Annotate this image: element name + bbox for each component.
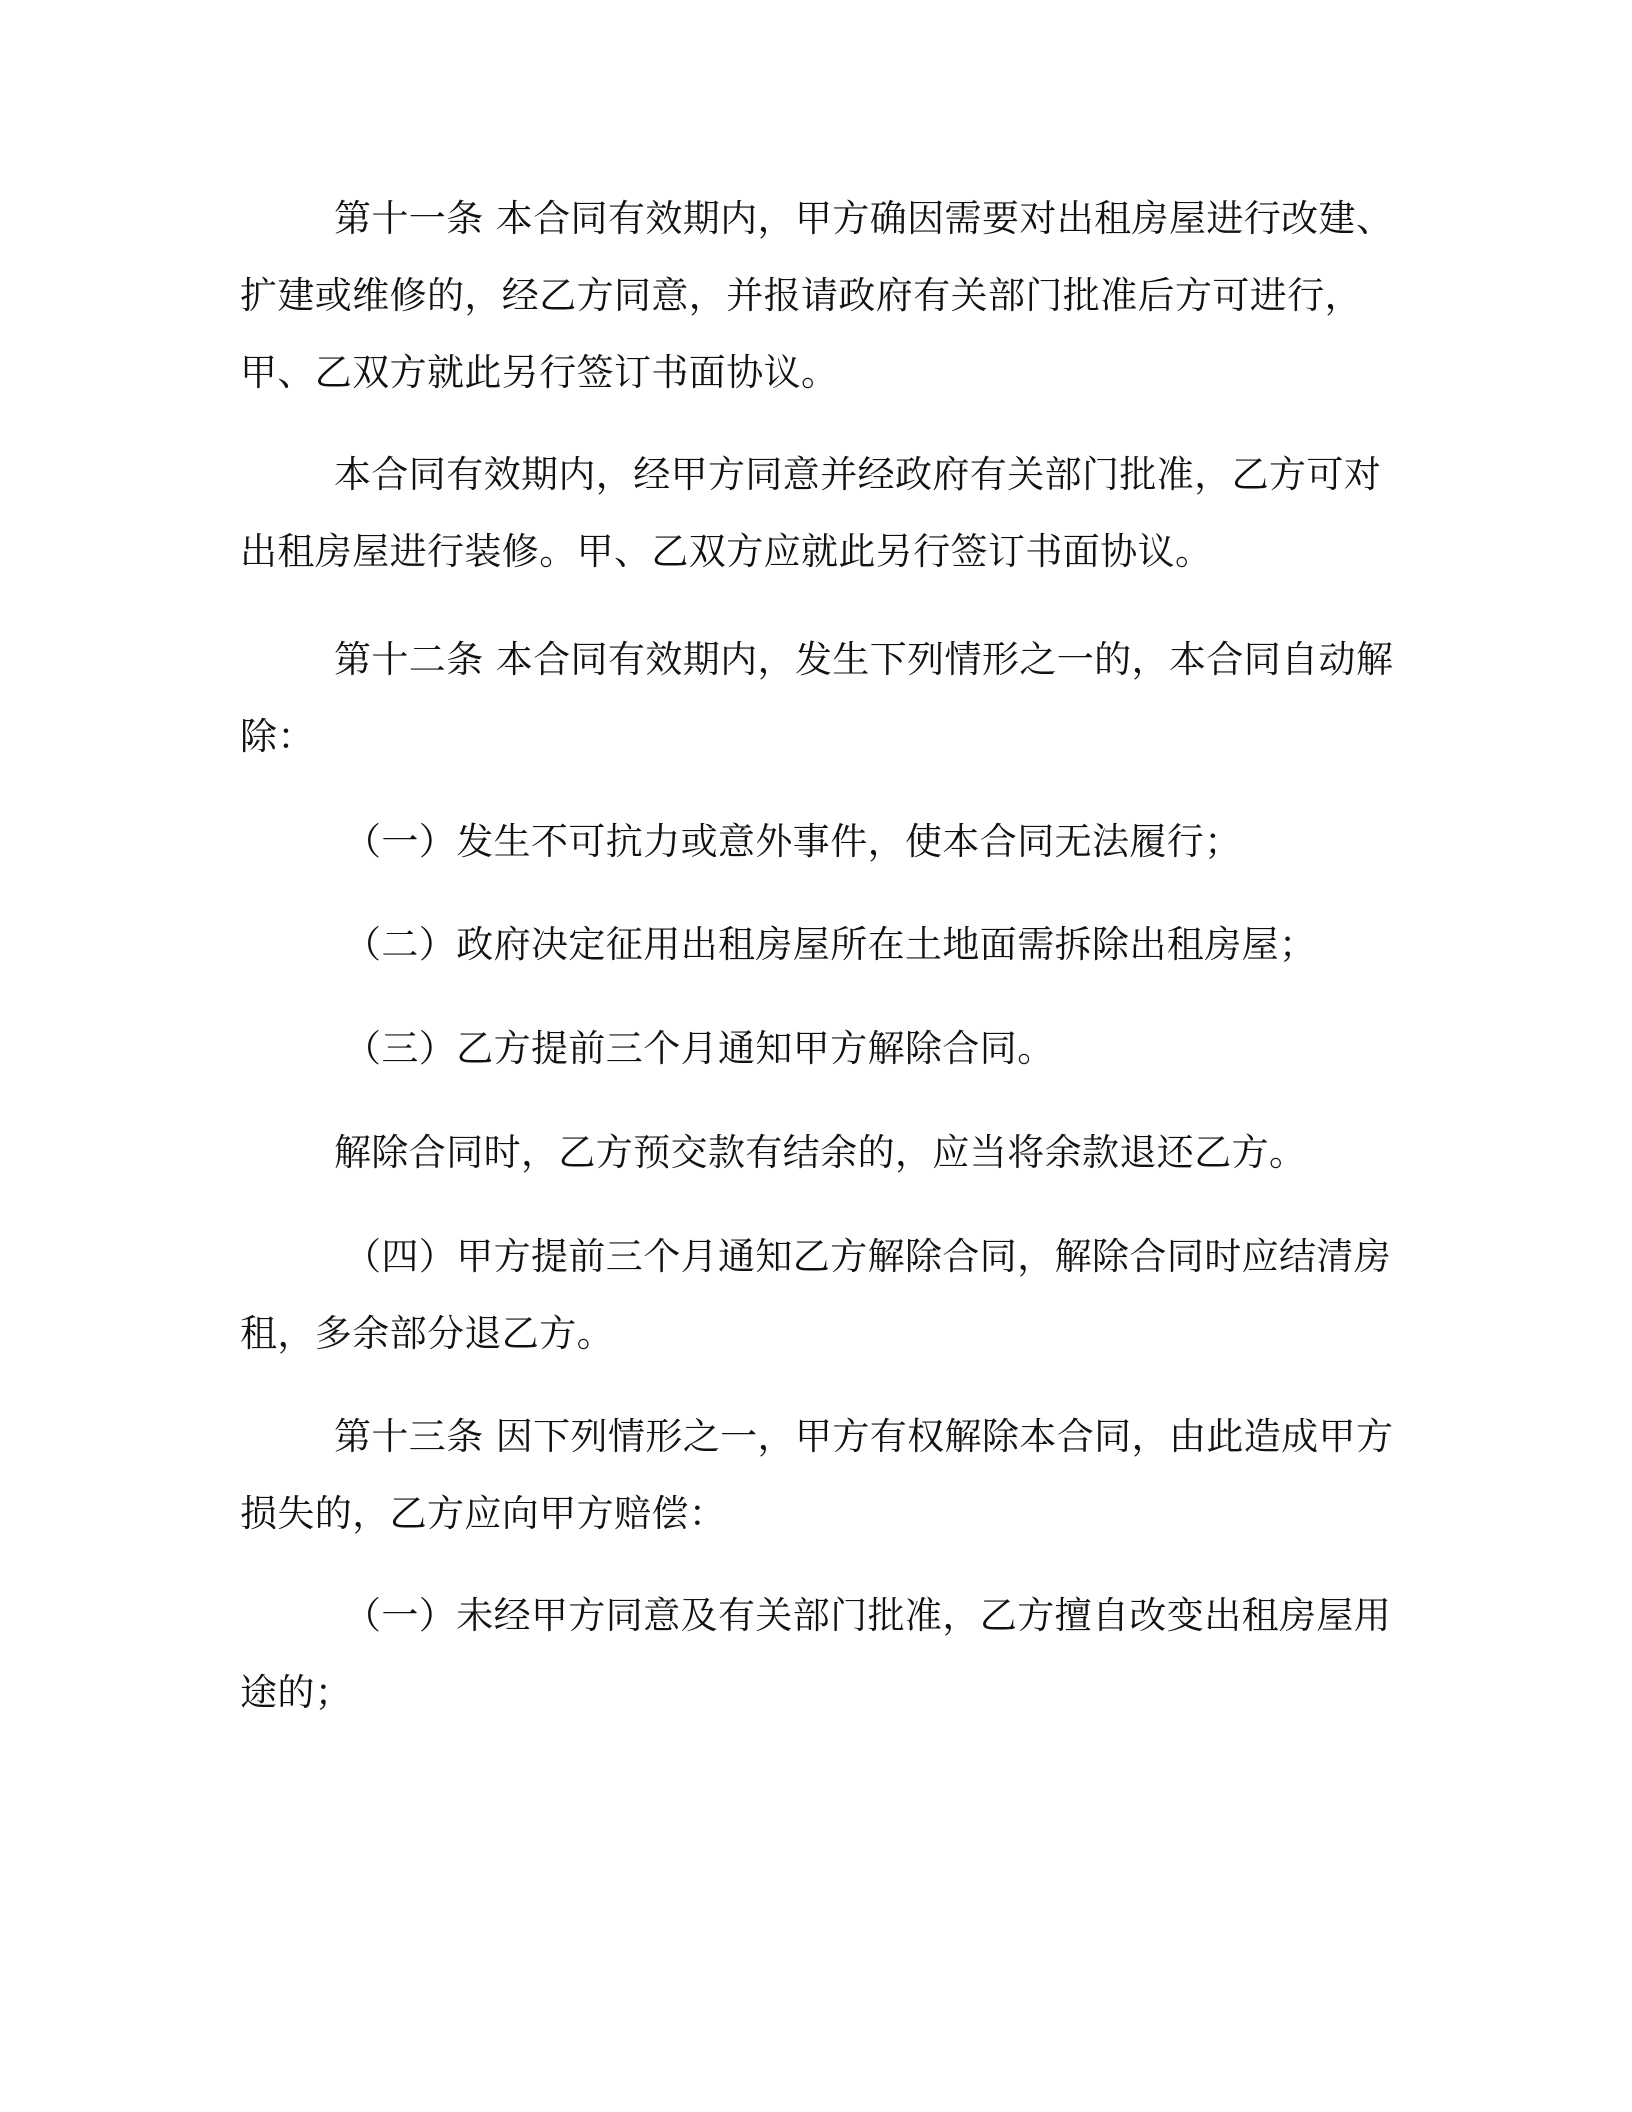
article-12-item-1: （一）发生不可抗力或意外事件，使本合同无法履行； (344, 820, 1242, 863)
article-13-paragraph: 第十三条 因下列情形之一，甲方有权解除本合同，由此造成甲方损失的，乙方应向甲方赔偿： (240, 1415, 1394, 1535)
article-12-item-3: （三）乙方提前三个月通知甲方解除合同。 (344, 1027, 1055, 1070)
refund-paragraph: 解除合同时，乙方预交款有结余的，应当将余款退还乙方。 (334, 1131, 1307, 1174)
article-12-item-2: （二）政府决定征用出租房屋所在土地面需拆除出租房屋； (344, 923, 1317, 966)
article-11-paragraph: 第十一条 本合同有效期内，甲方确因需要对出租房屋进行改建、扩建或维修的，经乙方同意，并报请政府有关部门批准后方可进行，甲、乙双方就此另行签订书面协议。 (240, 197, 1394, 394)
article-12-item-4: （四）甲方提前三个月通知乙方解除合同，解除合同时应结清房租，多余部分退乙方。 (240, 1235, 1392, 1355)
article-13-item-1: （一）未经甲方同意及有关部门批准，乙方擅自改变出租房屋用途的； (240, 1594, 1392, 1714)
article-12-paragraph: 第十二条 本合同有效期内，发生下列情形之一的，本合同自动解除： (240, 638, 1394, 758)
renovation-paragraph: 本合同有效期内，经甲方同意并经政府有关部门批准，乙方可对出租房屋进行装修。甲、乙双方应就此另行签订书面协议。 (240, 453, 1382, 573)
